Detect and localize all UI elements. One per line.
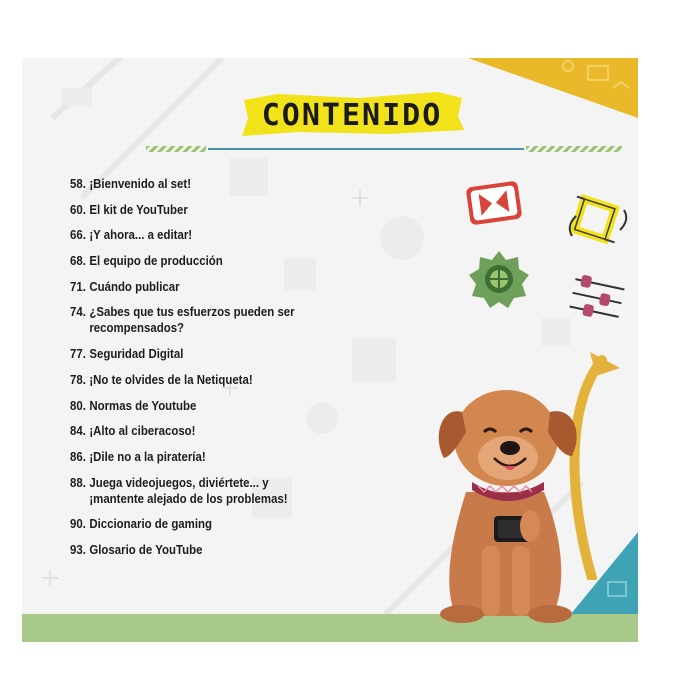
toc-item[interactable]: 88. Juega videojuegos, diviértete... y ¡mantente alejado de los problemas! xyxy=(70,474,288,506)
toc-item[interactable]: 66. ¡Y ahora... a editar! xyxy=(70,227,193,243)
sliders-icon xyxy=(566,270,628,326)
corner-decoration-top xyxy=(468,58,638,118)
toc-item[interactable]: 60. El kit de YouTuber xyxy=(70,201,188,217)
toc-item[interactable]: 77. Seguridad Digital xyxy=(70,346,184,362)
toc-item[interactable]: 80. Normas de Youtube xyxy=(70,397,197,413)
settings-badge-icon xyxy=(468,248,530,310)
title-divider xyxy=(146,146,622,152)
toc-item[interactable]: 78. ¡No te olvides de la Netiqueta! xyxy=(70,371,253,387)
toc-item[interactable]: 90. Diccionario de gaming xyxy=(70,516,212,532)
toc-item[interactable]: 86. ¡Dile no a la piratería! xyxy=(70,448,206,464)
crop-icon xyxy=(562,190,632,254)
dog-illustration xyxy=(422,366,592,624)
toc-item[interactable]: 84. ¡Alto al ciberacoso! xyxy=(70,423,196,439)
table-of-contents xyxy=(70,176,370,568)
toc-item[interactable]: 93. Glosario de YouTube xyxy=(70,541,203,557)
page-title: CONTENIDO xyxy=(261,98,443,133)
toc-item[interactable]: 74. ¿Sabes que tus esfuerzos pueden ser recompensados? xyxy=(70,304,295,336)
play-button-icon xyxy=(462,174,526,232)
toc-item[interactable]: 58. ¡Bienvenido al set! xyxy=(70,176,192,191)
toc-item[interactable]: 68. El equipo de producción xyxy=(70,253,223,269)
toc-item[interactable]: 71. Cuándo publicar xyxy=(70,278,180,294)
title-block xyxy=(238,90,466,138)
contents-page xyxy=(22,58,638,642)
